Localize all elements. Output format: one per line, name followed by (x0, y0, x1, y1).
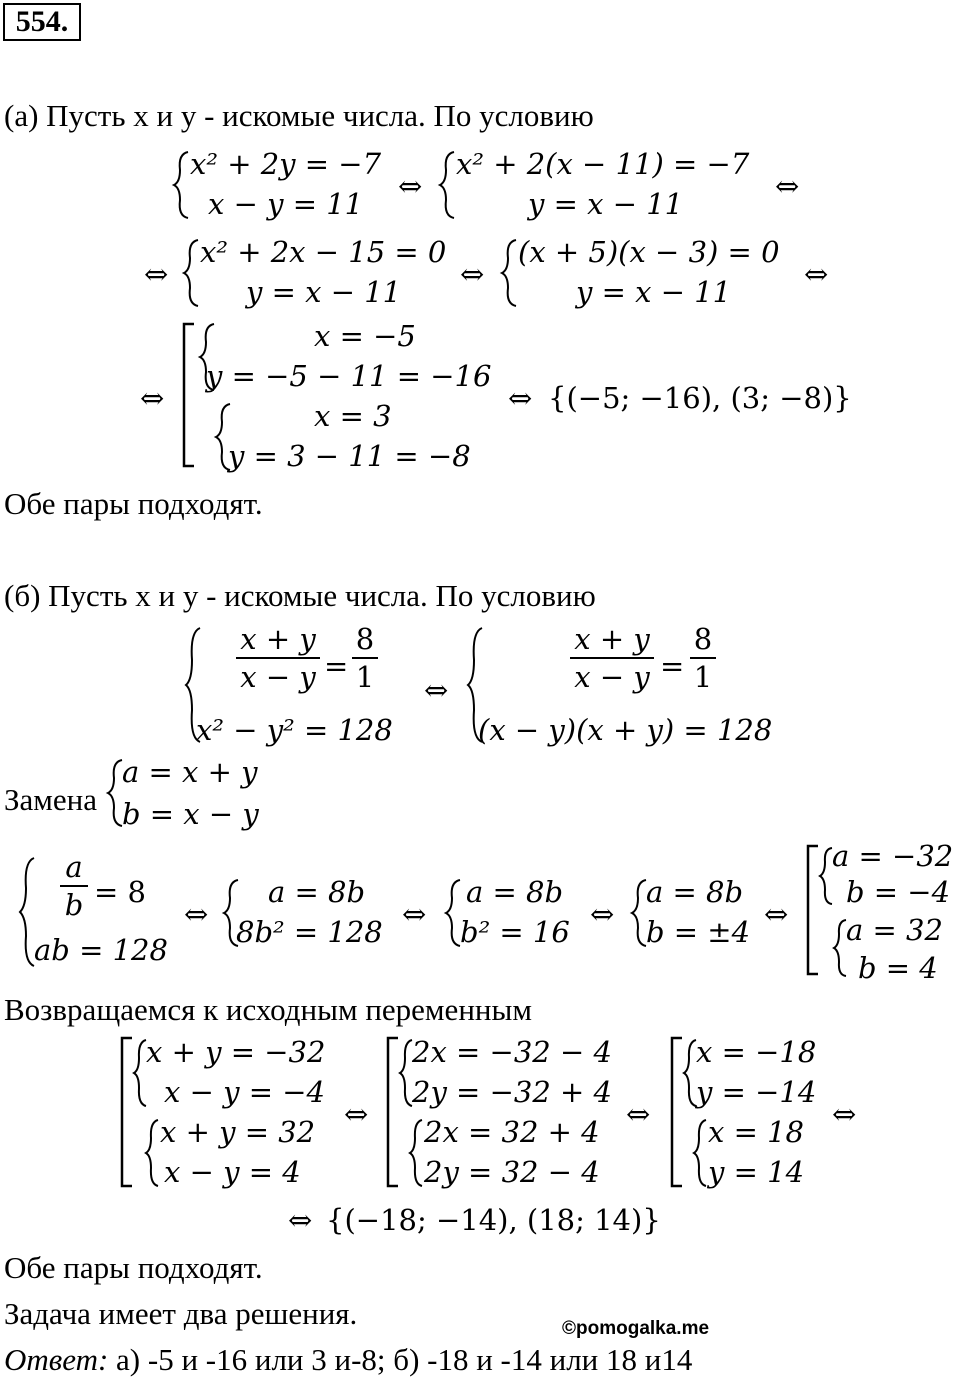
t5-line4: b = 4 (858, 951, 938, 985)
fraction-numerator: x + y (240, 622, 316, 656)
fraction (570, 624, 654, 693)
u3-line4: y = 14 (708, 1155, 805, 1189)
brace-icon (182, 238, 202, 308)
a-answer-set: {(−5; −16), (3; −8)} (548, 381, 852, 415)
b-conclusion: Задача имеет два решения. (4, 1296, 358, 1331)
brace-icon (172, 150, 192, 220)
u3-line3: x = 18 (708, 1115, 804, 1149)
brace-icon (500, 238, 520, 308)
u2-line2: 2y = −32 + 4 (412, 1075, 612, 1109)
t1-eq: = 8 (94, 875, 146, 909)
equiv-symbol: ⇔ (344, 1097, 369, 1131)
equiv-symbol: ⇔ (460, 257, 485, 291)
equiv-symbol: ⇔ (398, 169, 423, 203)
a-s5-line2: y = −5 − 11 = −16 (206, 359, 492, 393)
subst-line2: b = x − y (122, 797, 259, 831)
fraction-denominator: x − y (574, 660, 650, 695)
t5-line2: b = −4 (846, 875, 951, 909)
part-a-intro: (а) Пусть x и y - искомые числа. По условию (4, 98, 594, 133)
fraction (60, 852, 88, 921)
u2-line1: 2x = −32 − 4 (412, 1035, 612, 1069)
t3-line1: a = 8b (466, 875, 564, 909)
subst-line1: a = x + y (122, 755, 258, 789)
a-s2-line2: y = x − 11 (528, 187, 684, 221)
equiv-symbol: ⇔ (184, 897, 209, 931)
fraction (352, 624, 378, 693)
b-note: Обе пары подходят. (4, 1250, 263, 1285)
b-s1-line2: x² − y² = 128 (196, 713, 393, 747)
equiv-symbol: ⇔ (402, 897, 427, 931)
subst-label: Замена (4, 782, 98, 817)
a-s5-line4: y = 3 − 11 = −8 (228, 439, 471, 473)
equiv-symbol: ⇔ (288, 1203, 313, 1237)
equiv-symbol: ⇔ (140, 381, 165, 415)
u1-line2: x − y = −4 (164, 1075, 325, 1109)
t3-line2: b² = 16 (460, 915, 570, 949)
a-s5-line1: x = −5 (314, 319, 416, 353)
part-b-intro: (б) Пусть x и y - искомые числа. По условию (4, 578, 596, 613)
u1-line4: x − y = 4 (164, 1155, 301, 1189)
equiv-symbol: ⇔ (764, 897, 789, 931)
a-s5-line3: x = 3 (314, 399, 392, 433)
fraction-numerator: a (65, 850, 83, 884)
equiv-symbol: ⇔ (424, 673, 449, 707)
fraction-numerator: x + y (574, 622, 650, 656)
fraction (236, 624, 320, 693)
return-text: Возвращаемся к исходным переменным (4, 992, 532, 1027)
equiv-symbol: ⇔ (832, 1097, 857, 1131)
equiv-symbol: ⇔ (590, 897, 615, 931)
a-s4-line2: y = x − 11 (576, 275, 732, 309)
a-note: Обе пары подходят. (4, 486, 263, 521)
equiv-symbol: ⇔ (508, 381, 533, 415)
final-answer (4, 1344, 692, 1375)
t5-line1: a = −32 (832, 839, 954, 873)
t2-line1: a = 8b (268, 875, 366, 909)
equiv-symbol: ⇔ (775, 169, 800, 203)
problem-number: 554. (3, 3, 81, 41)
t4-line1: a = 8b (646, 875, 744, 909)
watermark: ©pomogalka.me (562, 1318, 710, 1339)
a-s2-line1: x² + 2(x − 11) = −7 (456, 147, 750, 181)
t1-line2: ab = 128 (34, 933, 168, 967)
fraction-denominator: 1 (693, 660, 713, 695)
fraction-numerator: 8 (355, 622, 375, 656)
answer-label: Ответ: (4, 1342, 109, 1377)
fraction (690, 624, 716, 693)
bracket-icon (182, 322, 196, 468)
fraction-numerator: 8 (693, 622, 713, 656)
equiv-symbol: ⇔ (144, 257, 169, 291)
u2-line4: 2y = 32 − 4 (424, 1155, 600, 1189)
a-s4-line1: (x + 5)(x − 3) = 0 (518, 235, 780, 269)
brace-icon (438, 150, 458, 220)
equiv-symbol: ⇔ (626, 1097, 651, 1131)
a-s1-line2: x − y = 11 (208, 187, 364, 221)
a-s3-line2: y = x − 11 (246, 275, 402, 309)
u1-line1: x + y = −32 (146, 1035, 326, 1069)
u1-line3: x + y = 32 (160, 1115, 316, 1149)
b-answer-set: {(−18; −14), (18; 14)} (326, 1203, 661, 1237)
u3-line1: x = −18 (696, 1035, 817, 1069)
fraction-denominator: b (64, 888, 84, 923)
t4-line2: b = ±4 (646, 915, 751, 949)
a-s3-line1: x² + 2x − 15 = 0 (200, 235, 447, 269)
fraction-denominator: 1 (355, 660, 375, 695)
fraction-denominator: x − y (240, 660, 316, 695)
u2-line3: 2x = 32 + 4 (424, 1115, 600, 1149)
equiv-symbol: ⇔ (804, 257, 829, 291)
a-s1-line1: x² + 2y = −7 (190, 147, 382, 181)
answer-text: а) -5 и -16 или 3 и-8; б) -18 и -14 или 18 и14 (108, 1342, 693, 1377)
u3-line2: y = −14 (696, 1075, 817, 1109)
t5-line3: a = 32 (846, 913, 943, 947)
t2-line2: 8b² = 128 (236, 915, 383, 949)
b-s2-line2: (x − y)(x + y) = 128 (478, 713, 773, 747)
